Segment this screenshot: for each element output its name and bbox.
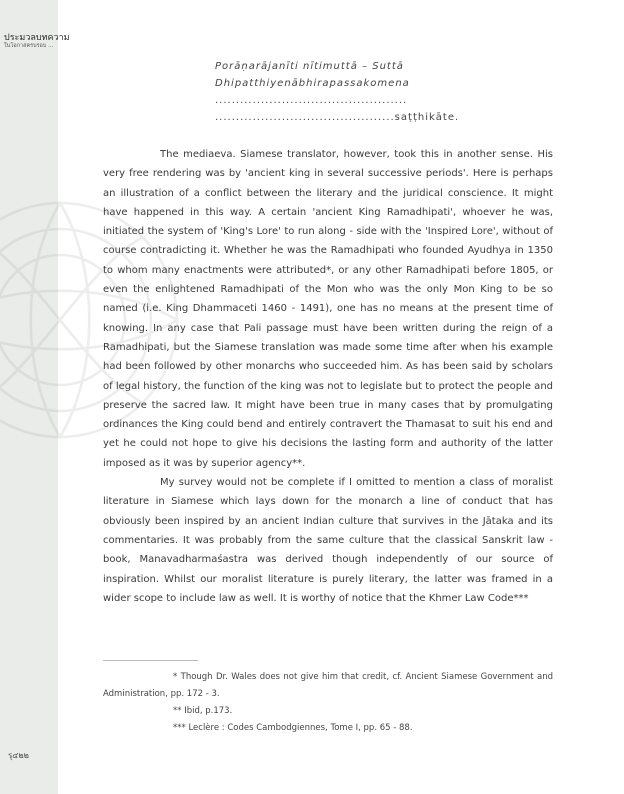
paragraph: The mediaeva. Siamese translator, however, took this in another sense. His very free rendering was by 'ancient king in several successive periods'. Here is perhaps an illustration of a conflict between the literary and the juridical conscience. It might have happened in this way. A certain 'ancient King Ramadhipati', whoever he was, initiated the system of 'King's Lore' to run along - side with the 'Inspired Lore', without of course contradicting it. Whether he was the Ramadhipati who founded Ayudhya in 1350 to whom many enactments were attributed*, or any other Ramadhipati before 1805, or even the enlightened Ramadhipati of the Mon who was the only Mon King to be so named (i.e. King Dhammaceti 1460 - 1491), one has no means at the present time of knowing. In any case that Pali passage must have been written during the reign of a Ramadhipati, but the Siamese translation was made some time after when his example had been followed by other monarchs who succeeded him. As has been said by scholars of legal history, the function of the king was not to legislate but to protect the people and preserve the sacred law. It might have been true in many cases that by promulgating ordinances the King could bend and entirely contravert the Thamasat to suit his end and yet he could not hope to give his decisions the lasting form and authority of the latter imposed as it was by superior agency**.: [103, 149, 553, 469]
logo-subtitle: ในโอกาสครบรอบ ...: [4, 43, 54, 49]
publication-logo: [4, 33, 104, 50]
quote-ellipsis-line: ..............................................: [215, 95, 408, 106]
footnote: *** Leclère : Codes Cambodgiennes, Tome I, pp. 65 - 88.: [173, 723, 413, 733]
quote-line: Porāṇarājanīti nītimuttā – Suttā: [215, 61, 404, 72]
sidebar-strip: [0, 0, 58, 794]
pali-quote: [215, 58, 460, 126]
page-number: รุ๔๒๒: [8, 751, 29, 760]
footnote-divider: [103, 660, 198, 661]
footnotes: [103, 669, 553, 737]
body-text: [103, 145, 553, 608]
footnote: ** Ibid, p.173.: [173, 706, 233, 716]
footnote: * Though Dr. Wales does not give him that credit, cf. Ancient Siamese Government and Administration, pp. 172 - 3.: [103, 672, 553, 699]
quote-line: Dhipatthiyenābhirapassakomena: [215, 78, 410, 89]
paragraph: My survey would not be complete if I omitted to mention a class of moralist literature in Siamese which lays down for the monarch a line of conduct that has obviously been inspired by an ancient Indian culture that survives in the Jātaka and its commentaries. It was probably from the same culture that the classical Sanskrit law - book, Manavadharmaśastra was derived though independently of our source of inspiration. Whilst our moralist literature is purely literary, the latter was framed in a wider scope to include law as well. It is worthy of notice that the Khmer Law Code***: [103, 477, 553, 604]
logo-title: ประมวลบทความ: [4, 33, 70, 43]
quote-line: ...........................................saṭṭhikāte.: [215, 112, 460, 123]
